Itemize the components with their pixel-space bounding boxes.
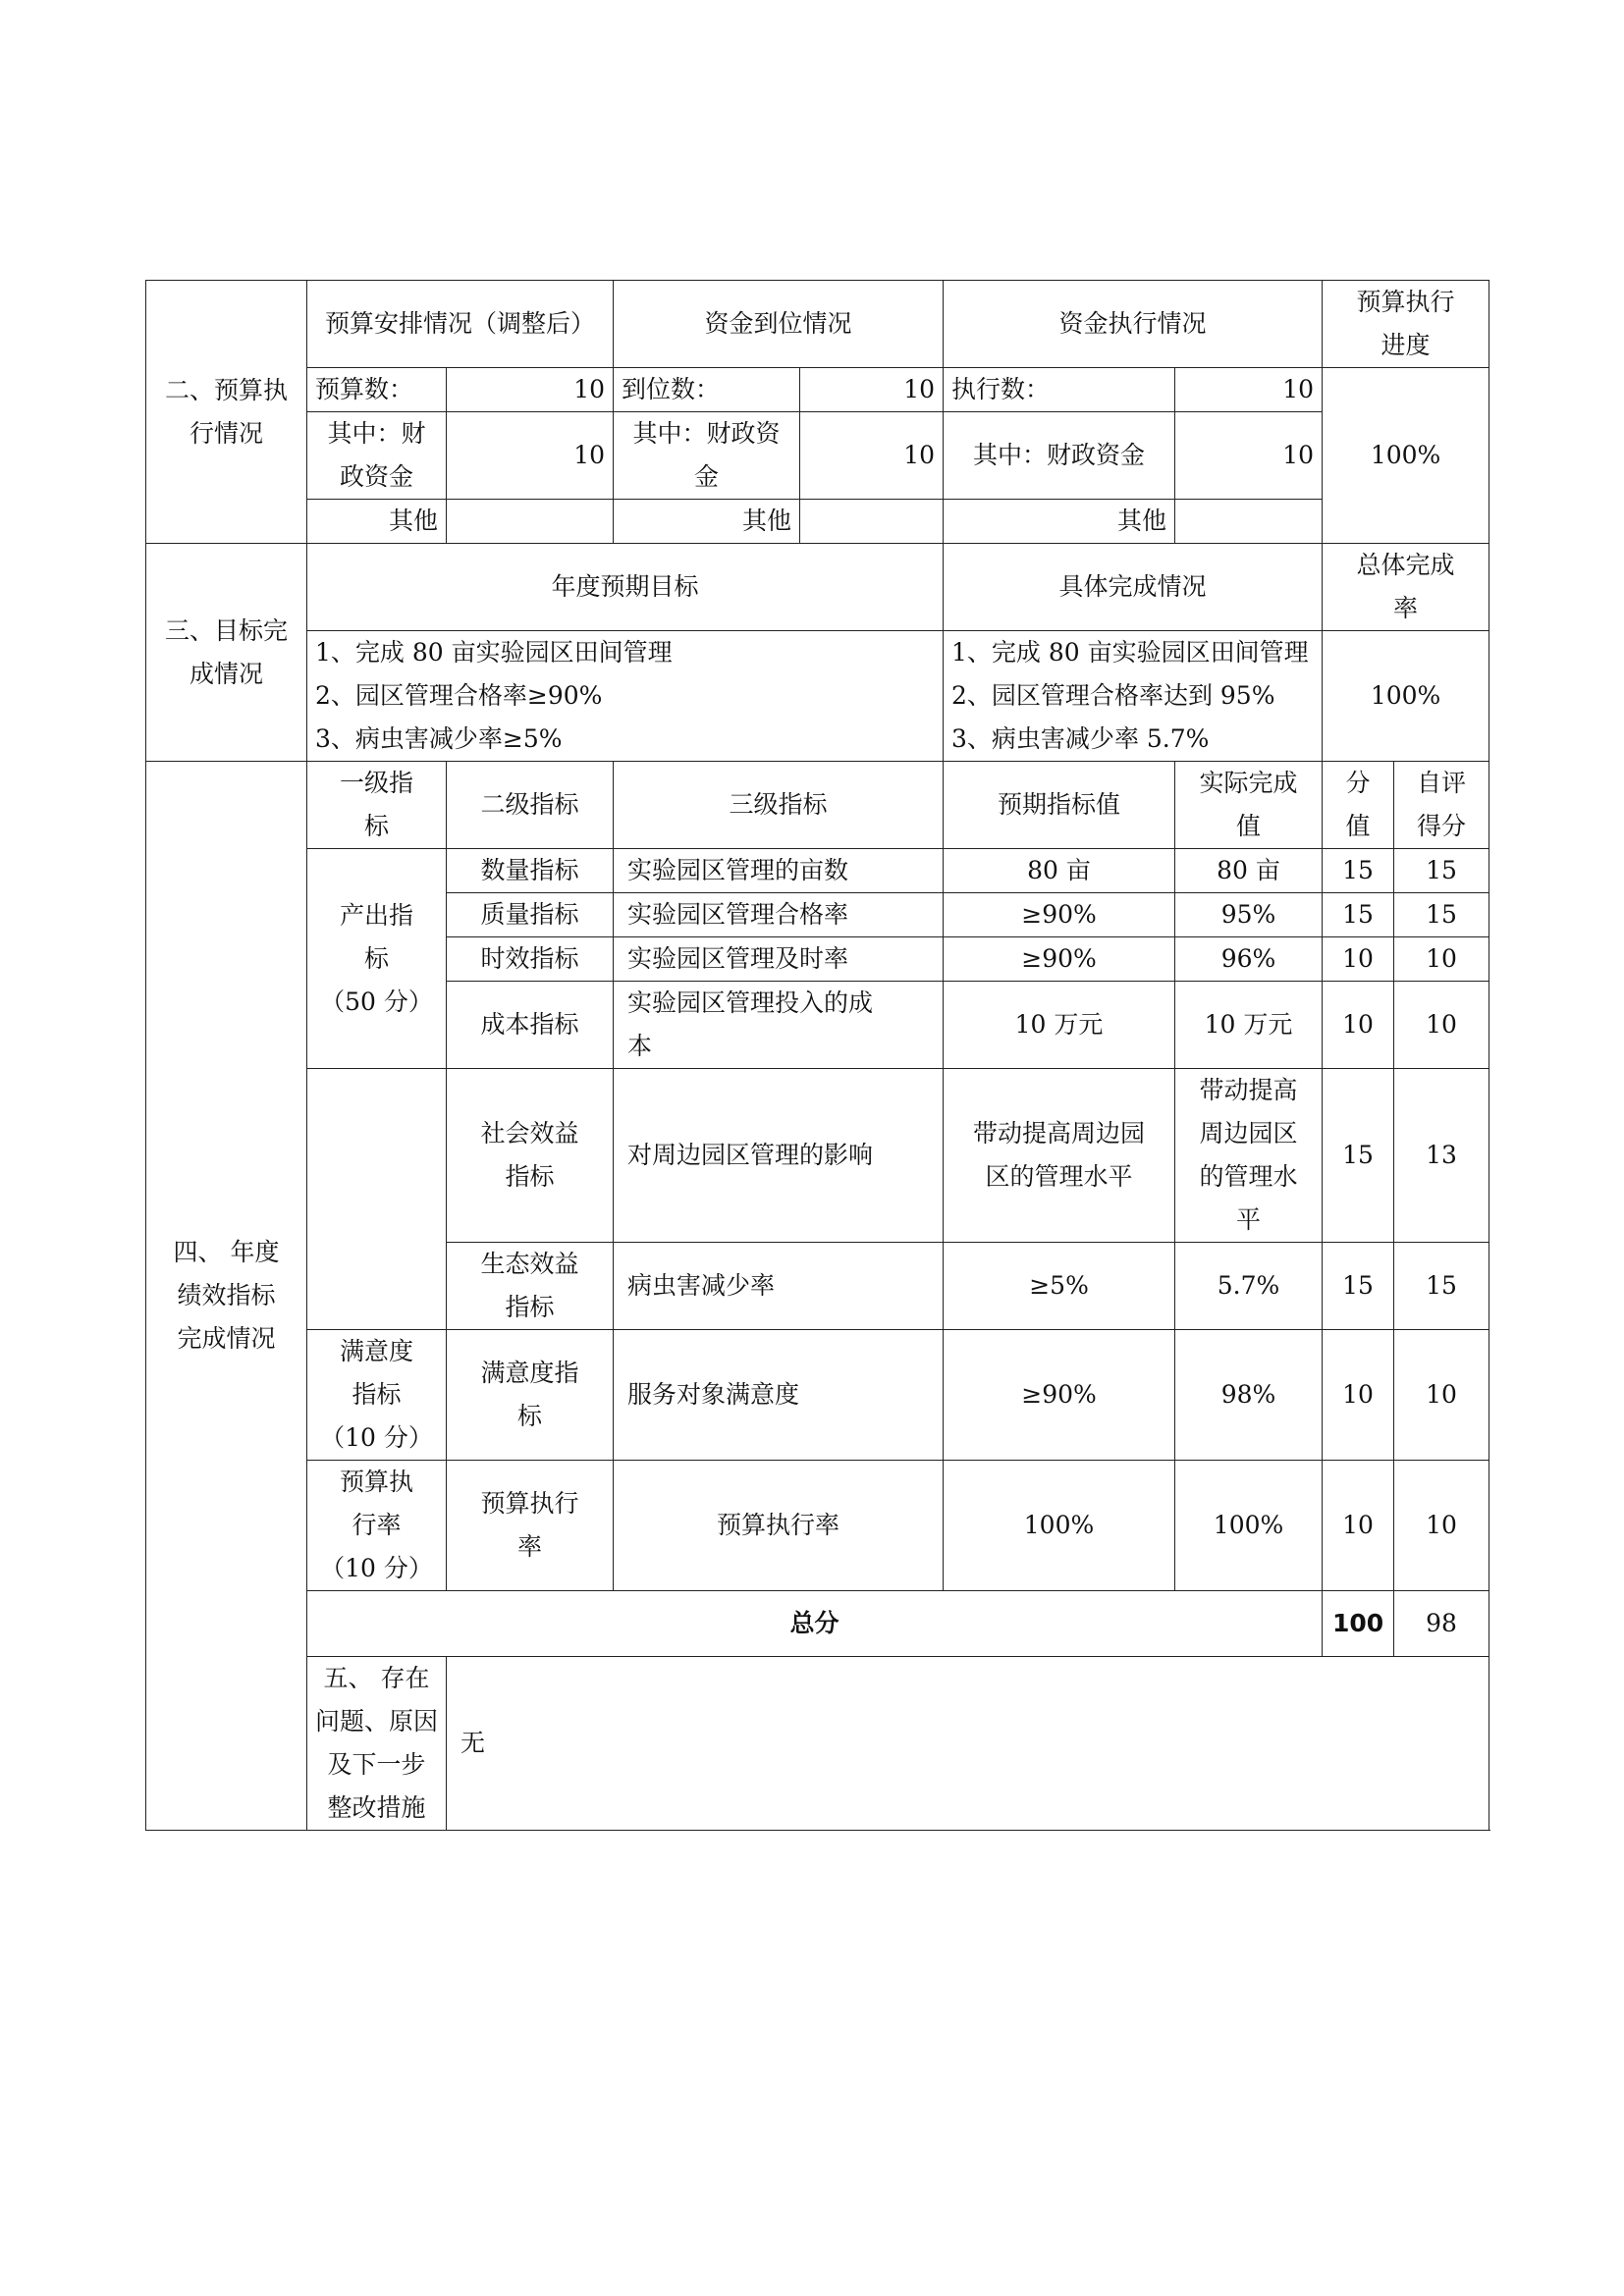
score-cell: 15 [1323, 893, 1394, 937]
level3-cell: 实验园区管理的亩数 [614, 849, 944, 893]
other-exec-value [1175, 500, 1323, 544]
table-row [146, 849, 1489, 893]
self-score-cell: 10 [1394, 937, 1489, 982]
self-score-cell: 10 [1394, 1330, 1489, 1461]
exec-label: 执行数： [944, 368, 1175, 412]
level2-cell: 满意度指 标 [447, 1330, 614, 1461]
header-overall-rate: 总体完成 率 [1323, 544, 1489, 631]
exec-progress-value: 100% [1323, 368, 1489, 544]
fin-budget-label: 其中：财 政资金 [307, 412, 447, 500]
total-row [146, 1591, 1489, 1657]
level2-cell: 社会效益 指标 [447, 1069, 614, 1243]
section4-title: 四、 年度 绩效指标 完成情况 [146, 762, 307, 1831]
self-score-cell: 13 [1394, 1069, 1489, 1243]
annual-goal-text: 1、完成 80 亩实验园区田间管理 2、园区管理合格率≥90% 3、病虫害减少率≥5% [307, 631, 944, 762]
level2-cell: 预算执行 率 [447, 1461, 614, 1591]
other-arrive-value [800, 500, 944, 544]
level3-cell: 实验园区管理及时率 [614, 937, 944, 982]
expected-cell: ≥5% [944, 1243, 1175, 1330]
fin-arrive-label: 其中：财政资 金 [614, 412, 800, 500]
header-budget-plan: 预算安排情况（调整后） [307, 281, 614, 368]
expected-cell: 80 亩 [944, 849, 1175, 893]
actual-cell: 80 亩 [1175, 849, 1323, 893]
budget-value: 10 [447, 368, 614, 412]
actual-cell: 96% [1175, 937, 1323, 982]
table-row [146, 1330, 1489, 1461]
output-group-label: 产出指 标 （50 分） [307, 849, 447, 1069]
level2-cell: 成本指标 [447, 982, 614, 1069]
header-level1: 一级指 标 [307, 762, 447, 849]
arrive-label: 到位数： [614, 368, 800, 412]
level2-cell: 时效指标 [447, 937, 614, 982]
score-cell: 15 [1323, 1069, 1394, 1243]
self-score-cell: 10 [1394, 1461, 1489, 1591]
level3-cell: 病虫害减少率 [614, 1243, 944, 1330]
section2-title: 二、预算执 行情况 [146, 281, 307, 544]
total-self-score: 98 [1394, 1591, 1489, 1657]
level3-cell: 实验园区管理合格率 [614, 893, 944, 937]
fin-arrive-value: 10 [800, 412, 944, 500]
score-cell: 10 [1323, 982, 1394, 1069]
actual-cell: 95% [1175, 893, 1323, 937]
expected-cell: ≥90% [944, 893, 1175, 937]
expected-cell: ≥90% [944, 1330, 1175, 1461]
score-cell: 10 [1323, 1330, 1394, 1461]
other-budget-value [447, 500, 614, 544]
level3-cell: 预算执行率 [614, 1461, 944, 1591]
score-cell: 10 [1323, 937, 1394, 982]
overall-rate-value: 100% [1323, 631, 1489, 762]
arrive-value: 10 [800, 368, 944, 412]
budget-label: 预算数： [307, 368, 447, 412]
level3-cell: 对周边园区管理的影响 [614, 1069, 944, 1243]
section5-title: 五、 存在 问题、原因 及下一步 整改措施 [307, 1657, 447, 1831]
level2-cell: 质量指标 [447, 893, 614, 937]
other-exec-label: 其他 [944, 500, 1175, 544]
score-cell: 15 [1323, 1243, 1394, 1330]
header-fund-execution: 资金执行情况 [944, 281, 1323, 368]
actual-cell: 98% [1175, 1330, 1323, 1461]
self-score-cell: 15 [1394, 1243, 1489, 1330]
fin-exec-label: 其中：财政资金 [944, 412, 1175, 500]
other-arrive-label: 其他 [614, 500, 800, 544]
execution-group-label: 预算执 行率 （10 分） [307, 1461, 447, 1591]
table-row [146, 1461, 1489, 1591]
header-self-score: 自评 得分 [1394, 762, 1489, 849]
total-score: 100 [1323, 1591, 1394, 1657]
header-expected: 预期指标值 [944, 762, 1175, 849]
performance-table [145, 280, 1489, 1831]
self-score-cell: 10 [1394, 982, 1489, 1069]
actual-cell: 10 万元 [1175, 982, 1323, 1069]
self-score-cell: 15 [1394, 849, 1489, 893]
expected-cell: 带动提高周边园 区的管理水平 [944, 1069, 1175, 1243]
expected-cell: ≥90% [944, 937, 1175, 982]
benefit-group-label [307, 1069, 447, 1330]
expected-cell: 100% [944, 1461, 1175, 1591]
section5-content: 无 [447, 1657, 1489, 1831]
fin-exec-value: 10 [1175, 412, 1323, 500]
self-score-cell: 15 [1394, 893, 1489, 937]
actual-completion-text: 1、完成 80 亩实验园区田间管理 2、园区管理合格率达到 95% 3、病虫害减少率 5.7% [944, 631, 1323, 762]
header-exec-progress: 预算执行 进度 [1323, 281, 1489, 368]
fin-budget-value: 10 [447, 412, 614, 500]
satisfaction-group-label: 满意度 指标 （10 分） [307, 1330, 447, 1461]
header-level3: 三级指标 [614, 762, 944, 849]
expected-cell: 10 万元 [944, 982, 1175, 1069]
header-actual: 实际完成 值 [1175, 762, 1323, 849]
exec-value: 10 [1175, 368, 1323, 412]
header-annual-goal: 年度预期目标 [307, 544, 944, 631]
section3-title: 三、目标完 成情况 [146, 544, 307, 762]
actual-cell: 100% [1175, 1461, 1323, 1591]
header-score: 分 值 [1323, 762, 1394, 849]
level2-cell: 生态效益 指标 [447, 1243, 614, 1330]
table-row [146, 1069, 1489, 1243]
header-actual-completion: 具体完成情况 [944, 544, 1323, 631]
score-cell: 15 [1323, 849, 1394, 893]
score-cell: 10 [1323, 1461, 1394, 1591]
actual-cell: 带动提高 周边园区 的管理水 平 [1175, 1069, 1323, 1243]
header-level2: 二级指标 [447, 762, 614, 849]
total-label: 总分 [307, 1591, 1323, 1657]
actual-cell: 5.7% [1175, 1243, 1323, 1330]
header-fund-arrival: 资金到位情况 [614, 281, 944, 368]
level2-cell: 数量指标 [447, 849, 614, 893]
level3-cell: 服务对象满意度 [614, 1330, 944, 1461]
level3-cell: 实验园区管理投入的成 本 [614, 982, 944, 1069]
other-budget-label: 其他 [307, 500, 447, 544]
